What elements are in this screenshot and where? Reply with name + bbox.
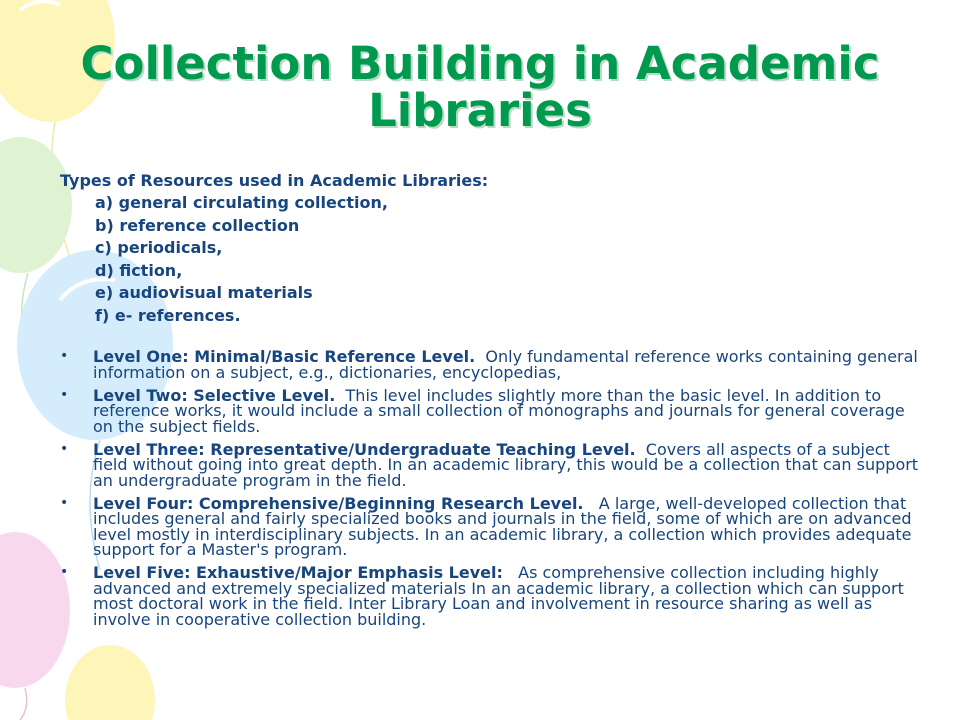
collection-levels-list xyxy=(60,349,920,635)
resource-type-item: e) audiovisual materials xyxy=(95,283,313,302)
resource-type-item: a) general circulating collection, xyxy=(95,193,388,212)
yellow-balloon-bottom xyxy=(65,645,155,720)
level-label: Level One: Minimal/Basic Reference Level. xyxy=(93,347,476,366)
bullet: • xyxy=(60,494,69,511)
level-item xyxy=(60,493,920,559)
level-item xyxy=(60,349,920,380)
level-label: Level Two: Selective Level. xyxy=(93,385,336,405)
level-item xyxy=(60,439,920,490)
bullet: • xyxy=(60,348,69,364)
resource-type-item: f) e- references. xyxy=(95,305,241,325)
bullet: • xyxy=(60,386,69,403)
level-description: Covers all aspects of a subject field without going into great depth. In an academic library, this would be a collection that can support an undergraduate program in the field. xyxy=(93,439,919,490)
resource-types-block xyxy=(60,170,488,327)
level-item xyxy=(60,385,920,436)
bullet: • xyxy=(60,564,69,580)
level-description: A large, well-developed collection that includes general and fairly specialized books and journals in the field, some of which are on advanced level mostly in interdisciplinary subjects. In an academic library, a collection which provides adequate support for a Master's program. xyxy=(93,493,912,559)
level-label: Level Four: Comprehensive/Beginning Research Level. xyxy=(93,493,584,513)
level-item xyxy=(60,565,920,627)
slide-title: Collection Building in Academic Libraries xyxy=(80,37,880,137)
resource-type-item: b) reference collection xyxy=(95,215,300,235)
bullet: • xyxy=(60,440,69,457)
level-label: Level Five: Exhaustive/Major Emphasis Level: xyxy=(93,563,503,582)
level-description: As comprehensive collection including highly advanced and extremely specialized materials In an academic library, a collection which can support most doctoral work in the field. Inter Library Loan and involvement in resource sharing as well as involve in cooperative collection building. xyxy=(93,563,904,629)
resource-types-heading: Types of Resources used in Academic Libraries: xyxy=(60,171,489,190)
resource-type-item: c) periodicals, xyxy=(95,238,223,257)
resource-type-item: d) fiction, xyxy=(95,260,183,280)
level-label: Level Three: Representative/Undergraduate Teaching Level. xyxy=(93,439,636,459)
level-description: This level includes slightly more than the basic level. In addition to reference works, it would include a small collection of monographs and journals for general coverage on the subject fields. xyxy=(93,385,905,436)
level-description: Only fundamental reference works containing general information on a subject, e.g., dictionaries, encyclopedias, xyxy=(93,347,918,382)
